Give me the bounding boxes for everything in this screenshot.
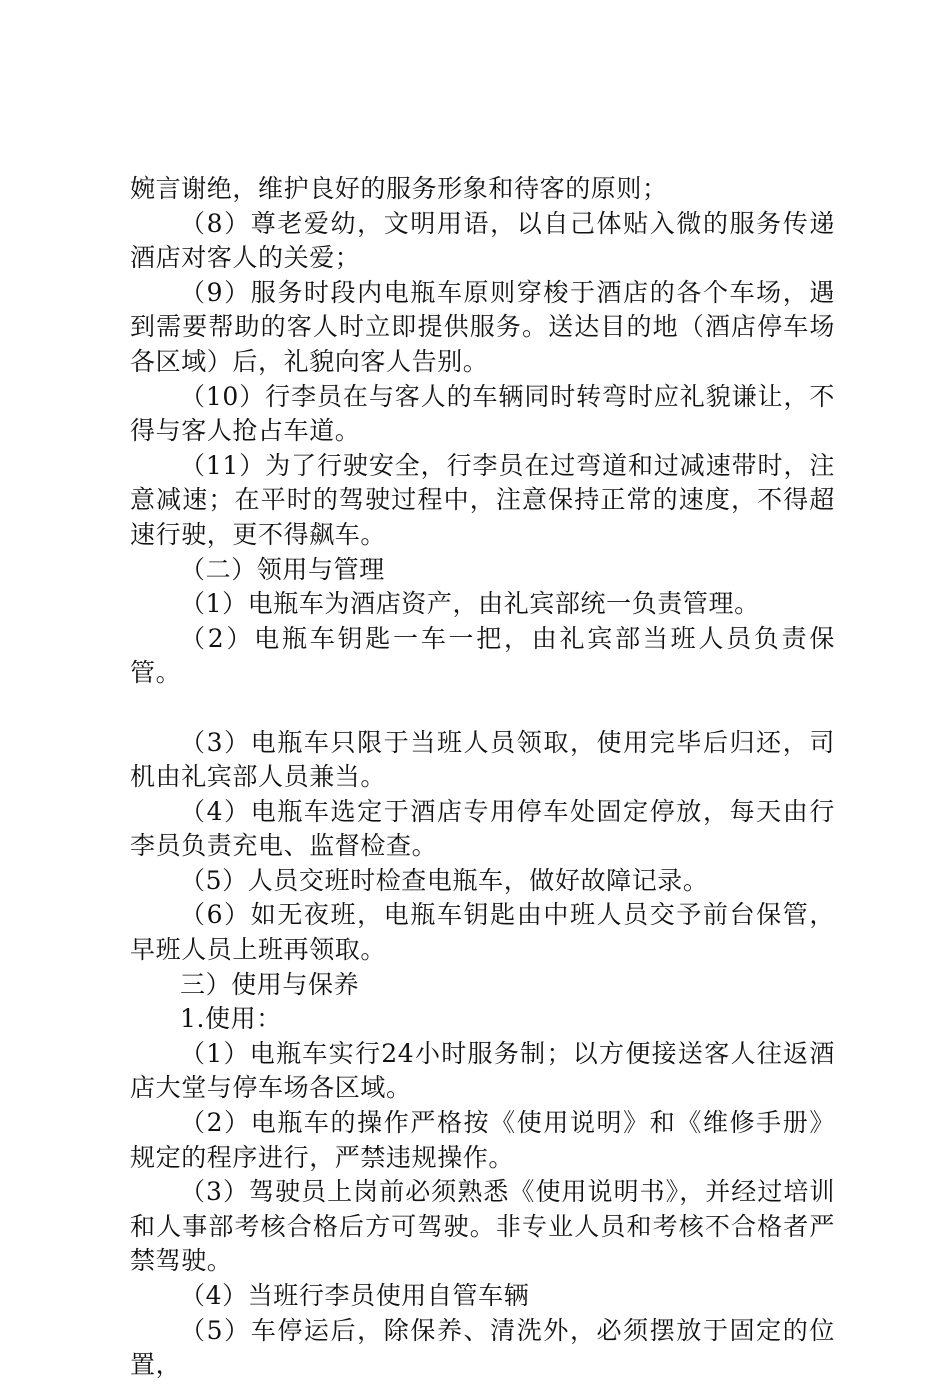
paragraph-use-5: （5）车停运后，除保养、清洗外，必须摆放于固定的位置， bbox=[130, 1315, 835, 1380]
blank-line bbox=[130, 691, 835, 726]
document-body bbox=[130, 172, 835, 1383]
paragraph-management-5: （5）人员交班时检查电瓶车，做好故障记录。 bbox=[180, 865, 709, 895]
paragraph-use-4: （4）当班行李员使用自管车辆 bbox=[180, 1281, 530, 1310]
subsection-heading-use: 1.使用： bbox=[180, 1004, 282, 1034]
paragraph-rule-9: （9）服务时段内电瓶车原则穿梭于酒店的各个车场，遇到需要帮助的客人时立即提供服务。送达目的地（酒店停车场各区域）后，礼貌向客人告别。 bbox=[130, 277, 835, 376]
paragraph-use-2: （2）电瓶车的操作严格按《使用说明》和《维修手册》规定的程序进行，严禁违规操作。 bbox=[130, 1108, 835, 1172]
paragraph-management-2: （2）电瓶车钥匙一车一把，由礼宾部当班人员负责保管。 bbox=[130, 623, 835, 688]
paragraph-continuation: 婉言谢绝，维护良好的服务形象和待客的原则； bbox=[130, 174, 668, 203]
paragraph-management-1: （1）电瓶车为酒店资产，由礼宾部统一负责管理。 bbox=[180, 589, 760, 619]
paragraph-management-3: （3）电瓶车只限于当班人员领取，使用完毕后归还，司机由礼宾部人员兼当。 bbox=[130, 727, 835, 792]
paragraph-management-4: （4）电瓶车选定于酒店专用停车处固定停放，每天由行李员负责充电、监督检查。 bbox=[130, 796, 835, 861]
section-heading-3: 三）使用与保养 bbox=[180, 969, 360, 999]
paragraph-use-3: （3）驾驶员上岗前必须熟悉《使用说明书》，并经过培训和人事部考核合格后方可驾驶。非专业人员和考核不合格者严禁驾驶。 bbox=[130, 1177, 835, 1276]
paragraph-use-1: （1）电瓶车实行24小时服务制；以方便接送客人往返酒店大堂与停车场各区域。 bbox=[130, 1038, 835, 1103]
section-heading-2: （二）领用与管理 bbox=[180, 554, 385, 584]
paragraph-rule-10: （10）行李员在与客人的车辆同时转弯时应礼貌谦让，不得与客人抢占车道。 bbox=[130, 381, 835, 446]
paragraph-rule-8: （8）尊老爱幼，文明用语，以自己体贴入微的服务传递酒店对客人的关爱； bbox=[130, 208, 835, 273]
paragraph-management-6: （6）如无夜班，电瓶车钥匙由中班人员交予前台保管，早班人员上班再领取。 bbox=[130, 900, 835, 965]
paragraph-rule-11: （11）为了行驶安全，行李员在过弯道和过减速带时，注意减速；在平时的驾驶过程中，注意保持正常的速度，不得超速行驶，更不得飙车。 bbox=[130, 450, 835, 549]
